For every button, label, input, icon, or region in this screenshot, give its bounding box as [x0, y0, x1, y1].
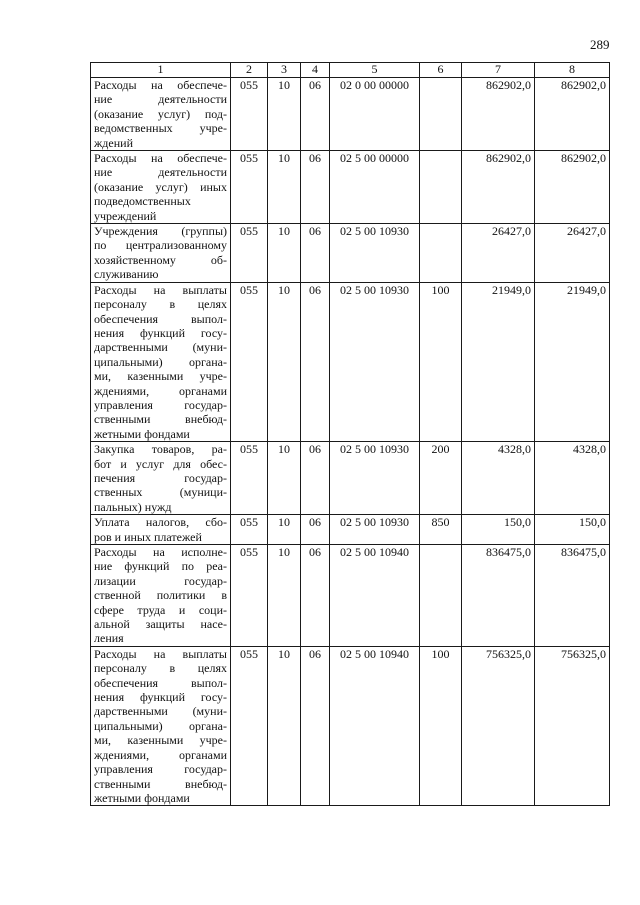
amount-cell: 4328,0: [462, 442, 535, 515]
column-header: 7: [462, 63, 535, 78]
subsection-code-cell: 06: [301, 224, 330, 283]
section-code-cell: 10: [268, 151, 301, 224]
column-header: 1: [91, 63, 231, 78]
table-row: [91, 442, 610, 515]
target-article-cell: 02 5 00 10930: [330, 442, 420, 515]
target-article-cell: 02 5 00 10930: [330, 282, 420, 441]
ministry-code-cell: 055: [231, 545, 268, 647]
section-code-cell: 10: [268, 545, 301, 647]
table-row: [91, 224, 610, 283]
expense-name-cell: Расходы на выплаты персоналу в целях обеспечения выпол- нения функций госу- дарственными (муни- ципальными) органа- ми, казенными учре- ждениями, органами управления государ- ственными внебюд- жетными фондами: [91, 646, 231, 805]
subsection-code-cell: 06: [301, 282, 330, 441]
column-header: 2: [231, 63, 268, 78]
section-code-cell: 10: [268, 442, 301, 515]
amount-cell: 26427,0: [535, 224, 610, 283]
ministry-code-cell: 055: [231, 151, 268, 224]
section-code-cell: 10: [268, 78, 301, 151]
amount-cell: 836475,0: [535, 545, 610, 647]
expense-name-cell: Расходы на обеспече- ние деятельности (оказание услуг) под- ведомственных учре- ждений: [91, 78, 231, 151]
ministry-code-cell: 055: [231, 282, 268, 441]
subsection-code-cell: 06: [301, 442, 330, 515]
target-article-cell: 02 5 00 10940: [330, 646, 420, 805]
table-row: [91, 545, 610, 647]
expense-type-cell: [420, 151, 462, 224]
amount-cell: 836475,0: [462, 545, 535, 647]
subsection-code-cell: 06: [301, 646, 330, 805]
amount-cell: 862902,0: [535, 151, 610, 224]
ministry-code-cell: 055: [231, 224, 268, 283]
section-code-cell: 10: [268, 224, 301, 283]
expense-type-cell: [420, 224, 462, 283]
column-header: 8: [535, 63, 610, 78]
column-header: 4: [301, 63, 330, 78]
amount-cell: 21949,0: [535, 282, 610, 441]
expense-name-cell: Расходы на исполне- ние функций по реа- лизации государ- ственной политики в сфере труда и соци- альной защиты насе- ления: [91, 545, 231, 647]
expense-name-cell: Расходы на обеспече- ние деятельности (оказание услуг) иных подведомственных учреждений: [91, 151, 231, 224]
table-header-row: [91, 63, 610, 78]
expense-type-cell: [420, 78, 462, 151]
table-row: [91, 646, 610, 805]
amount-cell: 756325,0: [462, 646, 535, 805]
page-number: 289: [590, 37, 610, 52]
target-article-cell: 02 5 00 00000: [330, 151, 420, 224]
target-article-cell: 02 0 00 00000: [330, 78, 420, 151]
target-article-cell: 02 5 00 10940: [330, 545, 420, 647]
expense-name-cell: Закупка товаров, ра- бот и услуг для обес- печения государ- ственных (муници- пальных) нужд: [91, 442, 231, 515]
section-code-cell: 10: [268, 282, 301, 441]
subsection-code-cell: 06: [301, 545, 330, 647]
ministry-code-cell: 055: [231, 442, 268, 515]
target-article-cell: 02 5 00 10930: [330, 224, 420, 283]
amount-cell: 756325,0: [535, 646, 610, 805]
amount-cell: 862902,0: [462, 151, 535, 224]
expense-type-cell: [420, 545, 462, 647]
amount-cell: 26427,0: [462, 224, 535, 283]
table-row: [91, 151, 610, 224]
expense-name-cell: Уплата налогов, сбо- ров и иных платежей: [91, 515, 231, 545]
table-row: [91, 282, 610, 441]
expense-name-cell: Расходы на выплаты персоналу в целях обеспечения выпол- нения функций госу- дарственными (муни- ципальными) органа- ми, казенными учре- ждениями, органами управления государ- ственными внебюд- жетными фондами: [91, 282, 231, 441]
ministry-code-cell: 055: [231, 646, 268, 805]
amount-cell: 150,0: [462, 515, 535, 545]
amount-cell: 4328,0: [535, 442, 610, 515]
amount-cell: 21949,0: [462, 282, 535, 441]
section-code-cell: 10: [268, 515, 301, 545]
expense-name-cell: Учреждения (группы) по централизованному хозяйственному об- служиванию: [91, 224, 231, 283]
table-row: [91, 78, 610, 151]
expense-type-cell: 200: [420, 442, 462, 515]
target-article-cell: 02 5 00 10930: [330, 515, 420, 545]
amount-cell: 862902,0: [462, 78, 535, 151]
expense-type-cell: 850: [420, 515, 462, 545]
expense-type-cell: 100: [420, 646, 462, 805]
amount-cell: 150,0: [535, 515, 610, 545]
ministry-code-cell: 055: [231, 78, 268, 151]
table-row: [91, 515, 610, 545]
subsection-code-cell: 06: [301, 78, 330, 151]
column-header: 3: [268, 63, 301, 78]
section-code-cell: 10: [268, 646, 301, 805]
budget-table: [90, 62, 610, 806]
amount-cell: 862902,0: [535, 78, 610, 151]
subsection-code-cell: 06: [301, 515, 330, 545]
subsection-code-cell: 06: [301, 151, 330, 224]
column-header: 5: [330, 63, 420, 78]
ministry-code-cell: 055: [231, 515, 268, 545]
column-header: 6: [420, 63, 462, 78]
expense-type-cell: 100: [420, 282, 462, 441]
